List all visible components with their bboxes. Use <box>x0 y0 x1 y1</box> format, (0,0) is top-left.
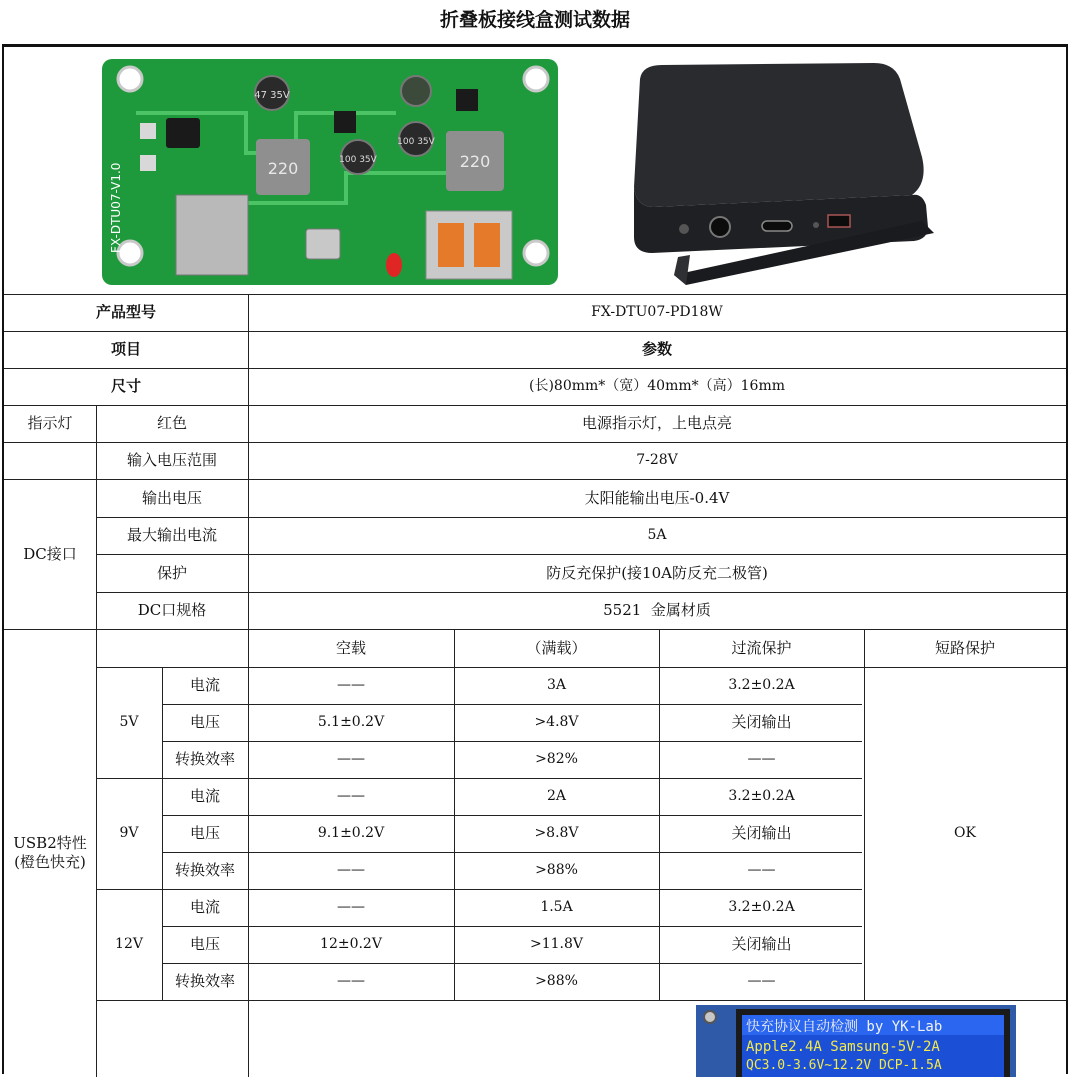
dc-row-label: 输出电压 <box>141 488 202 507</box>
table-cell: —— <box>337 677 365 693</box>
table-cell: —— <box>337 862 365 878</box>
capacitor-label: 100 35V <box>339 155 377 165</box>
table-cell: 关闭输出 <box>731 713 792 731</box>
table-cell: 12±0.2V <box>320 936 382 952</box>
inductor-label: 220 <box>267 159 299 178</box>
lcd-tester-photo <box>696 1005 1016 1077</box>
usb-group-line1: USB2特性 <box>13 834 87 852</box>
dc-jack-icon <box>176 195 248 275</box>
inductor-label: 220 <box>459 152 491 171</box>
row-label-voltage: 电压 <box>189 824 220 842</box>
table-cell: >88% <box>535 973 578 989</box>
table-cell: —— <box>747 751 776 767</box>
table-cell: 5.1±0.2V <box>317 714 385 730</box>
model-value: FX-DTU07-PD18W <box>591 304 723 320</box>
row-label-voltage: 电压 <box>189 935 220 953</box>
indicator-label: 红色 <box>156 414 187 432</box>
input-voltage-label: 输入电压范围 <box>126 451 217 469</box>
usb-col-header: 短路保护 <box>934 638 995 657</box>
indicator-value: 电源指示灯，上电点亮 <box>581 414 732 432</box>
table-cell: —— <box>337 751 365 767</box>
table-cell: —— <box>747 862 776 878</box>
size-label: 尺寸 <box>110 377 141 395</box>
usb-c-slot-icon <box>762 221 792 231</box>
table-cell: >82% <box>535 751 578 767</box>
box-top <box>634 63 924 207</box>
usb-group <box>4 629 96 1077</box>
dc-row-label: 保护 <box>156 563 187 582</box>
usb-a-orange-insert <box>474 223 500 267</box>
dc-row-value: 5521 金属材质 <box>603 601 711 619</box>
table-cell: 3.2±0.2A <box>728 677 795 693</box>
dc-row-value: 5A <box>647 527 667 543</box>
dc-row-label: 最大输出电流 <box>126 526 217 544</box>
pcb-board-image <box>96 53 566 289</box>
dc-socket-icon <box>710 217 730 237</box>
table-cell: 关闭输出 <box>731 824 792 842</box>
screw-icon <box>704 1011 716 1023</box>
table-cell: 1.5A <box>540 899 573 915</box>
usb-group-line2: (橙色快充) <box>14 853 86 871</box>
chip-icon <box>456 89 478 111</box>
lcd-line: Apple2.4A Samsung-5V-2A <box>746 1039 940 1055</box>
table-cell: —— <box>337 973 365 989</box>
usb-a-orange-insert <box>438 223 464 267</box>
size-value: (长)80mm*（宽）40mm*（高）16mm <box>528 378 786 394</box>
dc-group: DC接口 <box>23 544 77 563</box>
diode-icon <box>166 118 200 148</box>
table-cell: >8.8V <box>534 825 579 841</box>
dc-row-value: 防反充保护(接10A防反充二极管) <box>546 563 768 582</box>
usb-c-port-icon <box>306 229 340 259</box>
junction-box-image <box>622 57 942 289</box>
capacitor-label: 47 35V <box>254 90 290 101</box>
led-hole-icon <box>679 224 689 234</box>
table-cell: —— <box>337 899 365 915</box>
voltage-group-9v: 9V <box>119 825 139 841</box>
table-cell: —— <box>747 973 776 989</box>
row-label-efficiency: 转换效率 <box>174 861 235 879</box>
pcb-photo <box>96 53 566 289</box>
row-label-current: 电流 <box>189 787 220 805</box>
lcd-tester-image <box>696 1005 1016 1077</box>
table-cell: 关闭输出 <box>731 935 792 953</box>
dc-row-value: 太阳能输出电压-0.4V <box>584 488 730 507</box>
voltage-group-5v: 5V <box>119 714 139 730</box>
usb-a-slot-icon <box>828 215 850 227</box>
mount-hole-icon <box>118 67 142 91</box>
table-cell: 9.1±0.2V <box>317 825 385 841</box>
lcd-line: QC3.0-3.6V~12.2V DCP-1.5A <box>746 1058 942 1073</box>
voltage-group-12v: 12V <box>115 936 143 952</box>
usb-col-header: （满载） <box>526 638 587 657</box>
row-label-efficiency: 转换效率 <box>174 972 235 990</box>
row-label-efficiency: 转换效率 <box>174 750 235 768</box>
table-cell: —— <box>337 788 365 804</box>
enclosure-photo <box>622 57 942 289</box>
usb-col-header: 空载 <box>335 638 366 657</box>
short-circuit-result: OK <box>954 825 976 841</box>
input-voltage-value: 7-28V <box>636 452 678 468</box>
table-cell: 3.2±0.2A <box>728 788 795 804</box>
table-cell: >4.8V <box>534 714 579 730</box>
row-label-current: 电流 <box>189 676 220 694</box>
mount-hole-icon <box>524 67 548 91</box>
test-data-sheet <box>2 44 1068 1074</box>
lcd-line: 快充协议自动检测 by YK-Lab <box>746 1019 943 1035</box>
capacitor-label: 100 35V <box>397 137 435 147</box>
header-param: 参数 <box>641 340 672 358</box>
table-cell: 2A <box>546 788 567 804</box>
indicator-group: 指示灯 <box>27 414 73 432</box>
row-label-voltage: 电压 <box>189 713 220 731</box>
page-title: 折叠板接线盒测试数据 <box>439 9 630 31</box>
table-cell: >88% <box>535 862 578 878</box>
row-label-current: 电流 <box>189 898 220 916</box>
table-cell: 3A <box>546 677 567 693</box>
table-cell: >11.8V <box>529 936 583 952</box>
red-led-icon <box>386 253 402 277</box>
pcb-silkscreen-label: FX-DTU07-V1.0 <box>109 162 123 253</box>
dc-row-label: DC口规格 <box>137 601 207 619</box>
model-label: 产品型号 <box>95 303 156 321</box>
chip-icon <box>334 111 356 133</box>
header-item: 项目 <box>110 340 141 358</box>
mount-hole-icon <box>524 241 548 265</box>
table-cell: 3.2±0.2A <box>728 899 795 915</box>
usb-col-header: 过流保护 <box>731 638 792 657</box>
